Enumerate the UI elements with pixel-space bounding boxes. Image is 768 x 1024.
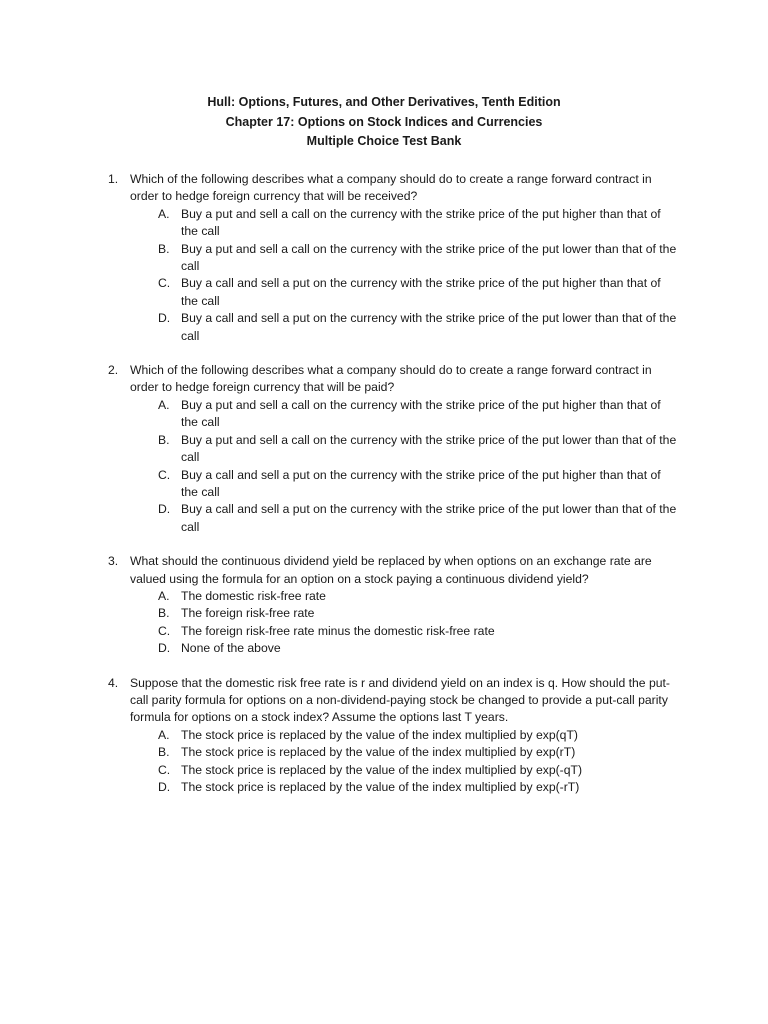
answer-options [158, 397, 678, 536]
option-letter: D. [158, 641, 171, 656]
option-letter: B. [158, 432, 170, 447]
option-letter: B. [158, 241, 170, 256]
answer-option-d [158, 501, 678, 536]
answer-options [158, 206, 678, 345]
answer-options [158, 588, 678, 658]
option-letter: A. [158, 588, 170, 603]
option-letter: D. [158, 502, 171, 517]
answer-option-c [158, 467, 678, 502]
option-letter: C. [158, 623, 171, 638]
document-header [0, 93, 768, 152]
answer-option-b [158, 605, 678, 622]
answer-option-c [158, 623, 678, 640]
answer-option-b [158, 241, 678, 276]
question-number: 4. [108, 675, 119, 690]
answer-option-d [158, 640, 678, 657]
option-letter: A. [158, 206, 170, 221]
answer-option-d [158, 310, 678, 345]
answer-option-b [158, 432, 678, 467]
option-text: The domestic risk-free rate [181, 588, 326, 603]
test-bank-title: Multiple Choice Test Bank [306, 134, 462, 148]
option-text: The stock price is replaced by the value of the index multiplied by exp(qT) [181, 727, 578, 742]
question-3 [108, 553, 678, 657]
option-letter: A. [158, 727, 170, 742]
question-text: Which of the following describes what a company should do to create a range forward contract in order to hedge foreign currency that will be paid? [130, 363, 652, 395]
question-number: 1. [108, 172, 119, 186]
option-text: Buy a call and sell a put on the currency with the strike price of the put lower than that of the call [181, 502, 677, 534]
option-letter: C. [158, 276, 171, 291]
answer-option-c [158, 275, 678, 310]
answer-option-d [158, 779, 678, 796]
option-text: None of the above [181, 641, 281, 656]
option-letter: A. [158, 397, 170, 412]
answer-option-c [158, 762, 678, 779]
option-letter: D. [158, 311, 171, 326]
option-text: Buy a call and sell a put on the currency with the strike price of the put higher than that of the call [181, 467, 661, 499]
question-number: 2. [108, 363, 119, 378]
question-4 [108, 675, 678, 797]
option-letter: C. [158, 467, 171, 482]
option-text: The foreign risk-free rate minus the domestic risk-free rate [181, 623, 495, 638]
option-text: The stock price is replaced by the value of the index multiplied by exp(-rT) [181, 780, 580, 794]
answer-option-a [158, 397, 678, 432]
option-text: Buy a put and sell a call on the currency with the strike price of the put higher than that of the call [181, 397, 661, 430]
option-text: The stock price is replaced by the value of the index multiplied by exp(rT) [181, 745, 576, 760]
question-1 [108, 171, 678, 345]
answer-options [158, 727, 678, 797]
question-text: Which of the following describes what a company should do to create a range forward contract in order to hedge foreign currency that will be received? [130, 172, 652, 204]
question-number: 3. [108, 554, 119, 569]
option-text: The foreign risk-free rate [181, 606, 315, 621]
answer-option-a [158, 588, 678, 605]
option-letter: C. [158, 762, 171, 777]
chapter-title: Chapter 17: Options on Stock Indices and Currencies [225, 114, 543, 129]
option-letter: B. [158, 745, 170, 760]
option-text: Buy a call and sell a put on the currency with the strike price of the put lower than that of the call [181, 311, 677, 343]
option-text: Buy a call and sell a put on the currency with the strike price of the put higher than that of the call [181, 276, 661, 308]
question-list [108, 171, 678, 813]
question-text: Suppose that the domestic risk free rate is r and dividend yield on an index is q. How should the put-call parity formula for options on a non-dividend-paying stock be changed to provide a put-call parity formula for options on a stock index? Assume the options last T years. [130, 675, 670, 725]
answer-option-a [158, 727, 678, 744]
option-text: Buy a put and sell a call on the currency with the strike price of the put lower than that of the call [181, 241, 677, 274]
option-text: The stock price is replaced by the value of the index multiplied by exp(-qT) [181, 762, 583, 777]
option-text: Buy a put and sell a call on the currency with the strike price of the put lower than that of the call [181, 432, 677, 465]
option-text: Buy a put and sell a call on the currency with the strike price of the put higher than that of the call [181, 206, 661, 239]
question-text: What should the continuous dividend yield be replaced by when options on an exchange rate are valued using the formula for an option on a stock paying a continuous dividend yield? [130, 554, 652, 586]
answer-option-a [158, 206, 678, 241]
option-letter: D. [158, 780, 171, 794]
answer-option-b [158, 744, 678, 761]
question-2 [108, 362, 678, 536]
option-letter: B. [158, 606, 170, 621]
book-title: Hull: Options, Futures, and Other Derivatives, Tenth Edition [207, 95, 561, 109]
